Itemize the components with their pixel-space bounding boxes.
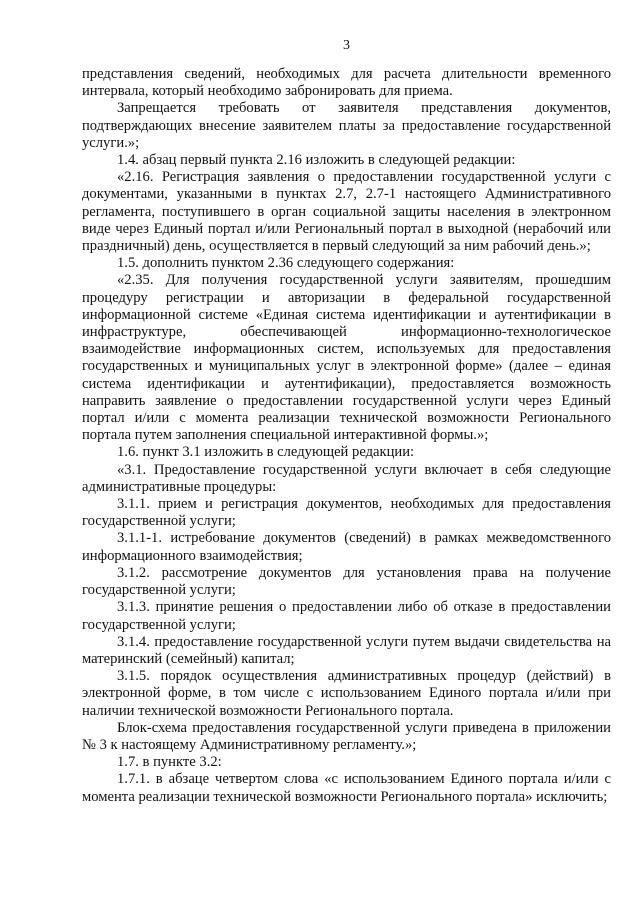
paragraph: «2.16. Регистрация заявления о предоставлении государственной услуги с документами, указанными в пунктах 2.7, 2.7-1 настоящего Административного регламента, поступившего в орган социальной защиты населения в электронном виде через Единый портал и/или Региональный портал в выходной (нерабочий или праздничный) день, осуществляется в первый следующий за ним рабочий день.»; [82,169,611,255]
paragraph: 1.4. абзац первый пункта 2.16 изложить в следующей редакции: [117,152,516,169]
paragraph: 3.1.2. рассмотрение документов для установления права на получение государственной услуги; [82,564,611,599]
paragraph: представления сведений, необходимых для расчета длительности временного интервала, который необходимо забронировать для приема. [82,66,611,100]
document-body [82,66,611,806]
paragraph: 1.5. дополнить пунктом 2.36 следующего содержания: [117,255,455,272]
paragraph: 3.1.1-1. истребование документов (сведений) в рамках межведомственного информационного взаимодействия; [82,530,611,564]
paragraph: 3.1.1. прием и регистрация документов, необходимых для предоставления государственной услуги; [82,496,611,530]
paragraph: 3.1.4. предоставление государственной услуги путем выдачи свидетельства на материнский (семейный) капитал; [82,633,611,667]
paragraph: 1.7. в пункте 3.2: [117,754,222,771]
paragraph: «2.35. Для получения государственной услуги заявителям, прошедшим процедуру регистрации и авторизации в федеральной государственной информационной системе «Единая система идентификации и аутентификации в инфраструктуре, обеспечивающей информационно-технологическое взаимодействие информационных систем, используемых для предоставления государственных и муниципальных услуг в электронной форме» (далее – единая система идентификации и аутентификации), предоставляется возможность направить заявление о предоставлении государственной услуги через Единый портал и/или с момента реализации технической возможности Регионального портала путем заполнения специальной интерактивной формы.»; [82,272,611,444]
paragraph: Блок-схема предоставления государственной услуги приведена в приложении № 3 к настоящему Административному регламенту.»; [82,719,611,753]
paragraph: 1.6. пункт 3.1 изложить в следующей редакции: [117,444,415,461]
paragraph: Запрещается требовать от заявителя представления документов, подтверждающих внесение заявителем платы за предоставление государственной услуги.»; [82,100,611,151]
paragraph: 3.1.5. порядок осуществления административных процедур (действий) в электронной форме, в том числе с использованием Единого портала и/или при наличии технической возможности Регионального портала. [82,668,611,719]
paragraph: «3.1. Предоставление государственной услуги включает в себя следующие административные процедуры: [82,461,611,495]
paragraph: 3.1.3. принятие решения о предоставлении либо об отказе в предоставлении государственной услуги; [82,599,611,633]
page-number: 3 [343,38,350,53]
paragraph: 1.7.1. в абзаце четвертом слова «с использованием Единого портала и/или с момента реализации технической возможности Регионального портала» исключить; [82,771,611,805]
